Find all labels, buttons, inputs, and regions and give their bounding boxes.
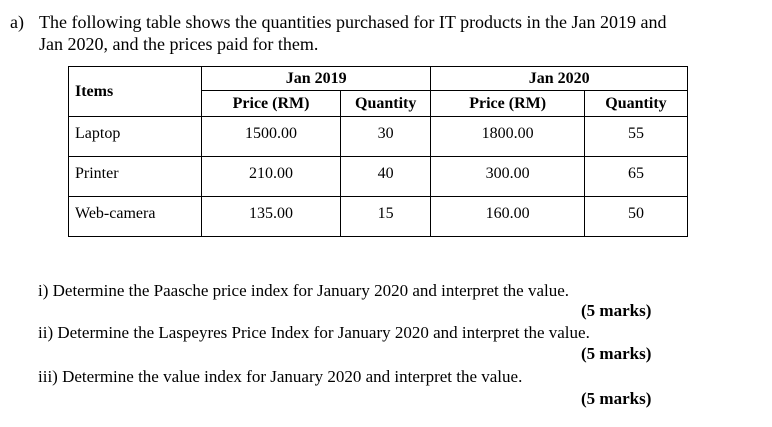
part-iii-text: iii) Determine the value index for January 2020 and interpret the value. [38, 367, 523, 386]
price-2020: 1800.00 [431, 117, 585, 157]
quantity-2019: 30 [341, 117, 431, 157]
table-row [69, 197, 688, 237]
item-name: Printer [69, 157, 202, 197]
quantity-2020-header: Quantity [584, 91, 687, 117]
price-2019: 210.00 [202, 157, 341, 197]
quantity-2019-header: Quantity [341, 91, 431, 117]
item-name: Web-camera [69, 197, 202, 237]
part-ii-text: ii) Determine the Laspeyres Price Index for January 2020 and interpret the value. [38, 323, 590, 342]
price-2020: 300.00 [431, 157, 585, 197]
quantity-2020: 55 [584, 117, 687, 157]
price-2019: 135.00 [202, 197, 341, 237]
price-2019-header: Price (RM) [202, 91, 341, 117]
table-header-row-years [69, 67, 688, 91]
price-2020-header: Price (RM) [431, 91, 585, 117]
table-row [69, 117, 688, 157]
intro-line-2: Jan 2020, and the prices paid for them. [39, 34, 319, 54]
intro-line-1: The following table shows the quantities purchased for IT products in the Jan 2019 and [39, 12, 667, 32]
part-i-text: i) Determine the Paasche price index for January 2020 and interpret the value. [38, 281, 570, 300]
part-ii-marks: (5 marks) [581, 344, 652, 363]
item-name: Laptop [69, 117, 202, 157]
price-2020: 160.00 [431, 197, 585, 237]
quantity-2019: 15 [341, 197, 431, 237]
price-quantity-table [68, 66, 688, 237]
part-iii-marks: (5 marks) [581, 389, 652, 408]
items-header: Items [69, 67, 202, 117]
question-label: a) [10, 12, 24, 32]
price-2019: 1500.00 [202, 117, 341, 157]
quantity-2020: 50 [584, 197, 687, 237]
year-2020-header: Jan 2020 [431, 67, 688, 91]
part-i-marks: (5 marks) [581, 301, 652, 320]
table-row [69, 157, 688, 197]
year-2019-header: Jan 2019 [202, 67, 431, 91]
quantity-2020: 65 [584, 157, 687, 197]
quantity-2019: 40 [341, 157, 431, 197]
